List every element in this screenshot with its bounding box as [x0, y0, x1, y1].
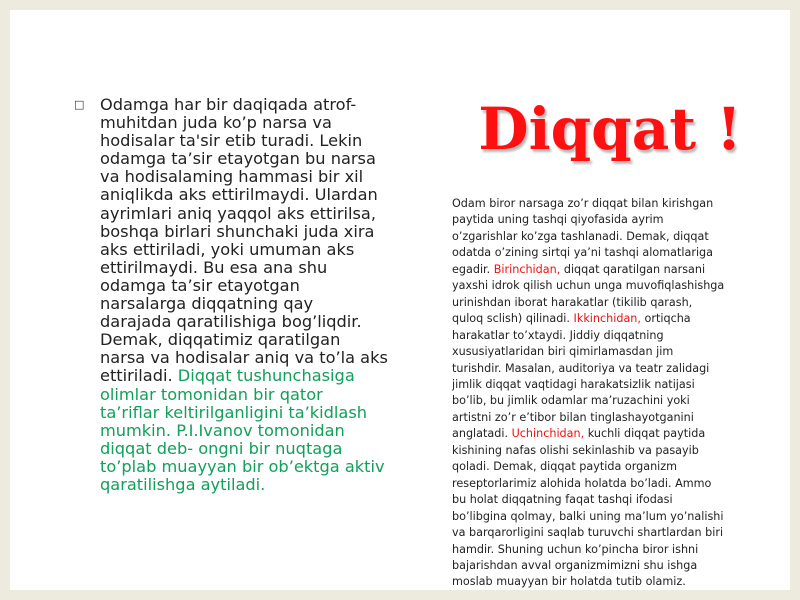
slide-title: Diqqat ! [478, 95, 742, 163]
left-paragraph-text: Odamga har bir daqiqada atrof- muhitdan juda ko’p narsa va hodisalar ta'sir etib turadi. Lekin odamga ta’sir etayotgan bu narsa va hodisalaming hammasi bir xil aniqlikda aks ettirilmaydi. Ulardan ayrimlari aniq yaqqol aks ettirilsa, boshqa birlari shunchaki juda xira aks ettiriladi, yoki umuman aks ettirilmaydi. Bu esa ana shu odamga ta’sir etayotgan narsalarga diqqatning qay darajada qaratilishiga bog’liqdir. Demak, diqqatimiz qaratilgan narsa va hodisalar aniq va to’la aks ettiriladi. [100, 95, 388, 386]
right-highlight-birinchidan: Birinchidan, [493, 262, 561, 276]
right-text-part-1: Odam biror narsaga zo’r diqqat bilan kirishgan paytida uning tashqi qiyofasida ayrim o’zgarishlar ko’zga tashlanadi. Demak, diqqat odatda o’zining sirtqi ya’ni tashqi alomatlariga egadir. [452, 197, 714, 276]
right-highlight-ikkinchidan: Ikkinchidan, [573, 312, 641, 326]
left-paragraph-highlight: Diqqat tushunchasiga olimlar tomonidan bir qator ta’riflar keltirilganligini ta’kidlash mumkin. P.I.Ivanov tomonidan diqqat deb- ongni bir nuqtaga to’plab muayyan bir ob’ektga aktiv qaratilishga aytiladi. [100, 366, 385, 494]
right-text-part-2: diqqat qaratilgan narsani yaxshi idrok qilish uchun unga muvofiqlashishga urinishdan iborat harakatlar (tikilib qarash, quloq sclish) qilinadi. [452, 262, 725, 326]
square-bullet-icon: □ [74, 98, 85, 111]
right-paragraph [452, 196, 772, 591]
right-text-part-4: kuchli diqqat paytida kishining nafas olishi sekinlashib va pasayib qoladi. Demak, diqqat paytida organizm reseptorlarimiz alohida holatda bo’ladi. Ammo bu holat diqqatning faqat tashqi ifodasi bo’libgina qolmay, balki uning ma’lum yo’nalishi va barqarorligini saqlab turuvchi shartlardan biri hamdir. Shuning uchun ko’pincha biror ishni bajarishdan avval organizmimizni shu ishga moslab muayyan bir holatda tutib olamiz. [452, 427, 724, 589]
left-text-column [74, 95, 416, 494]
left-paragraph [100, 96, 416, 494]
slide [10, 10, 790, 590]
right-text-part-3: ortiqcha harakatlar to’xtaydi. Jiddiy diqqatning xususiyatlaridan biri qimirlamasdan jim turishdir. Masalan, auditoriya va teatr zalidagi jimlik diqqat vaqtidagi harakatsizlik natijasi bo’lib, bu jimlik odamlar ma’ruzachini yoki artistni zo’r e’tibor bilan tinglashayotganini anglatadi. [452, 312, 710, 441]
right-highlight-uchinchidan: Uchinchidan, [511, 427, 585, 441]
